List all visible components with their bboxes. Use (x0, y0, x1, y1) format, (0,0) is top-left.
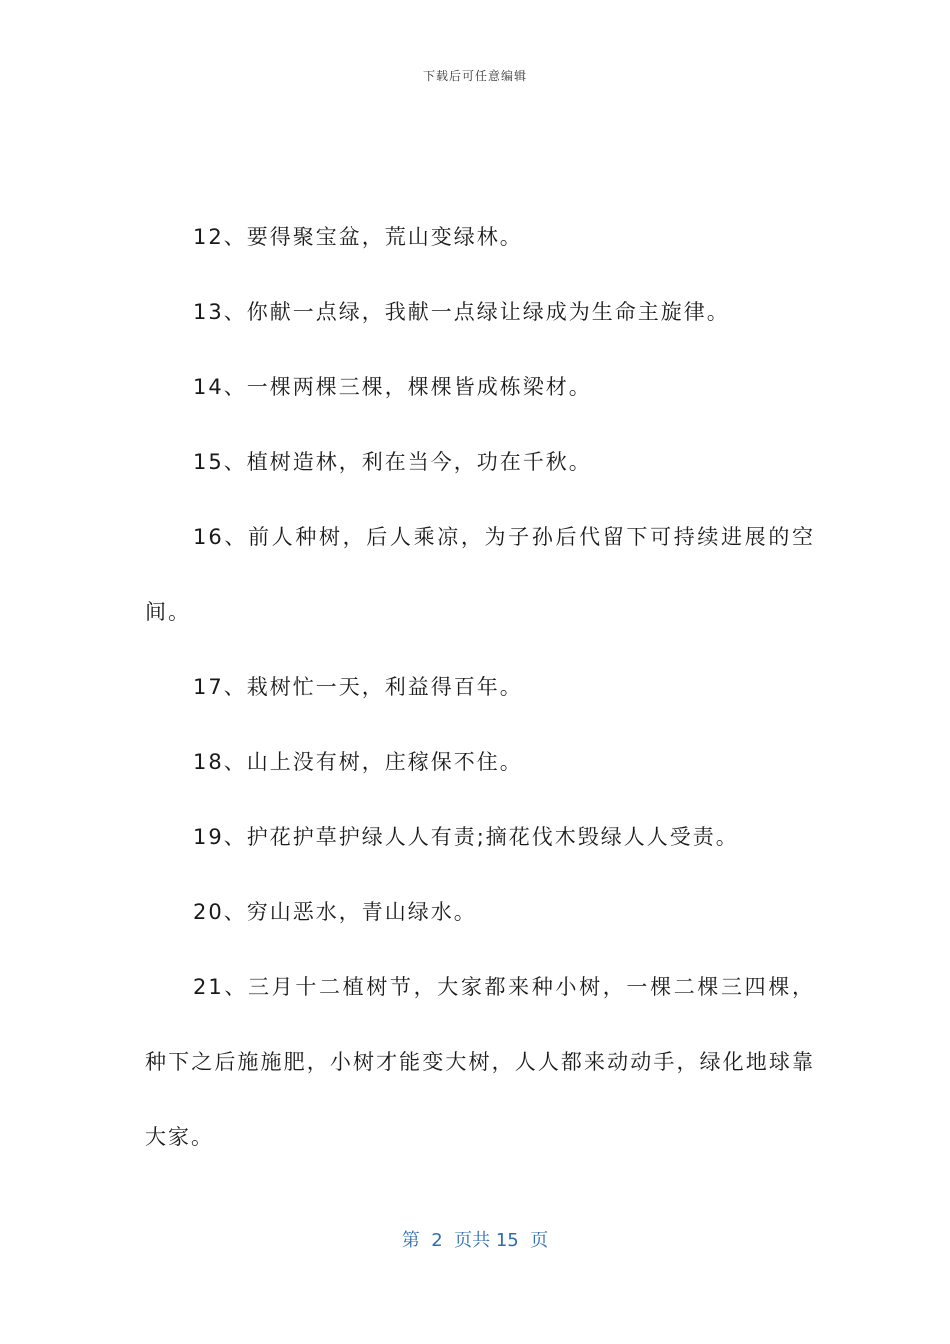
paragraph: 20、穷山恶水，青山绿水。 (193, 900, 477, 924)
paragraph: 17、栽树忙一天，利益得百年。 (193, 675, 523, 699)
paragraph: 12、要得聚宝盆，荒山变绿林。 (193, 225, 523, 249)
paragraph: 13、你献一点绿，我献一点绿让绿成为生命主旋律。 (193, 300, 730, 324)
paragraph: 21、三月十二植树节，大家都来种小树，一棵二棵三四棵，种下之后施施肥，小树才能变大树，人人都来动动手，绿化地球靠大家。 (145, 975, 815, 1149)
paragraph: 16、前人种树，后人乘凉，为子孙后代留下可持续进展的空间。 (145, 525, 815, 624)
paragraph: 18、山上没有树，庄稼保不住。 (193, 750, 523, 774)
page-header: 下载后可任意编辑 (422, 69, 527, 83)
paragraph: 19、护花护草护绿人人有责;摘花伐木毁绿人人受责。 (193, 825, 739, 849)
paragraph: 15、植树造林，利在当今，功在千秋。 (193, 450, 592, 474)
paragraph: 14、一棵两棵三棵，棵棵皆成栋梁材。 (193, 375, 592, 399)
page-footer: 第 2 页共 15 页 (401, 1230, 549, 1251)
document-body (145, 200, 815, 1175)
